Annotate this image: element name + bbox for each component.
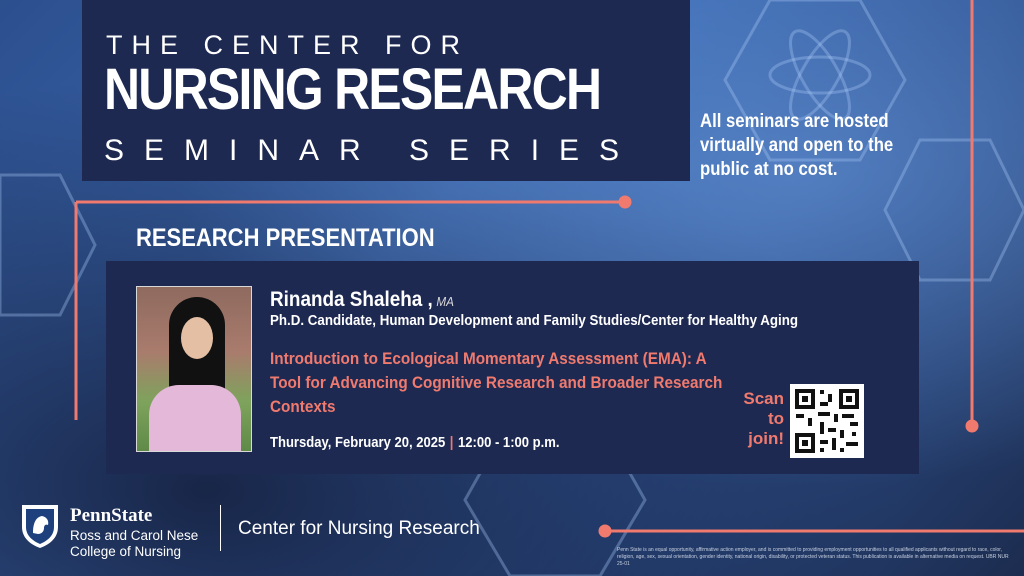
brand-name: PennState <box>70 505 153 526</box>
speaker-role: Ph.D. Candidate, Human Development and Family Studies/Center for Healthy Aging <box>270 313 799 329</box>
speaker-card <box>106 261 919 474</box>
title-line-3: SEMINAR SERIES <box>104 134 640 167</box>
section-heading: RESEARCH PRESENTATION <box>136 224 435 252</box>
photo-face-shape <box>181 317 213 359</box>
hosted-note: All seminars are hosted virtually and open to the public at no cost. <box>700 111 894 180</box>
event-date: Thursday, February 20, 2025 <box>270 435 446 451</box>
accent-dot <box>967 421 977 431</box>
accent-dot <box>620 197 630 207</box>
title-banner <box>82 0 690 181</box>
college-line-2: College of Nursing <box>70 544 182 559</box>
scan-line-3: join! <box>748 429 784 448</box>
college-name <box>70 528 198 560</box>
talk-title: Introduction to Ecological Momentary Assessment (EMA): A Tool for Advancing Cognitive Research and Broader Research Contexts <box>270 349 723 416</box>
college-line-1: Ross and Carol Nese <box>70 528 199 543</box>
scan-line-1: Scan <box>743 389 784 408</box>
accent-dot <box>600 526 610 536</box>
event-time: 12:00 - 1:00 p.m. <box>457 435 560 451</box>
speaker-photo <box>136 286 252 452</box>
event-datetime <box>270 435 560 451</box>
photo-shirt-shape <box>149 385 241 452</box>
speaker-name <box>270 288 454 312</box>
center-name: Center for Nursing Research <box>238 518 480 539</box>
penn-state-shield-icon <box>20 503 60 549</box>
speaker-name-text: Rinanda Shaleha , <box>270 288 433 311</box>
title-line-2: NURSING RESEARCH <box>104 57 601 122</box>
title-line-1: THE CENTER FOR <box>106 30 470 60</box>
qr-code-graphic <box>790 384 864 458</box>
hexagon-shape <box>885 140 1024 280</box>
speaker-credential: MA <box>436 294 454 309</box>
legal-disclaimer: Penn State is an equal opportunity, affirmative action employer, and is committed to providing employment opportunities to all qualified applicants without regard to race, color, religion, age, sex, sexual orientation, gender identity, national origin, disability, or protected veteran status. This publication is available in alternative media on request. UBR NUR 25-01 <box>617 547 1009 567</box>
atom-orbit-shape <box>770 57 870 93</box>
datetime-separator: | <box>449 435 454 451</box>
scan-to-join-label <box>738 389 784 449</box>
footer-divider <box>220 505 221 551</box>
hexagon-shape <box>0 175 95 315</box>
qr-code-icon[interactable] <box>790 384 864 458</box>
scan-line-2: to <box>767 409 784 428</box>
